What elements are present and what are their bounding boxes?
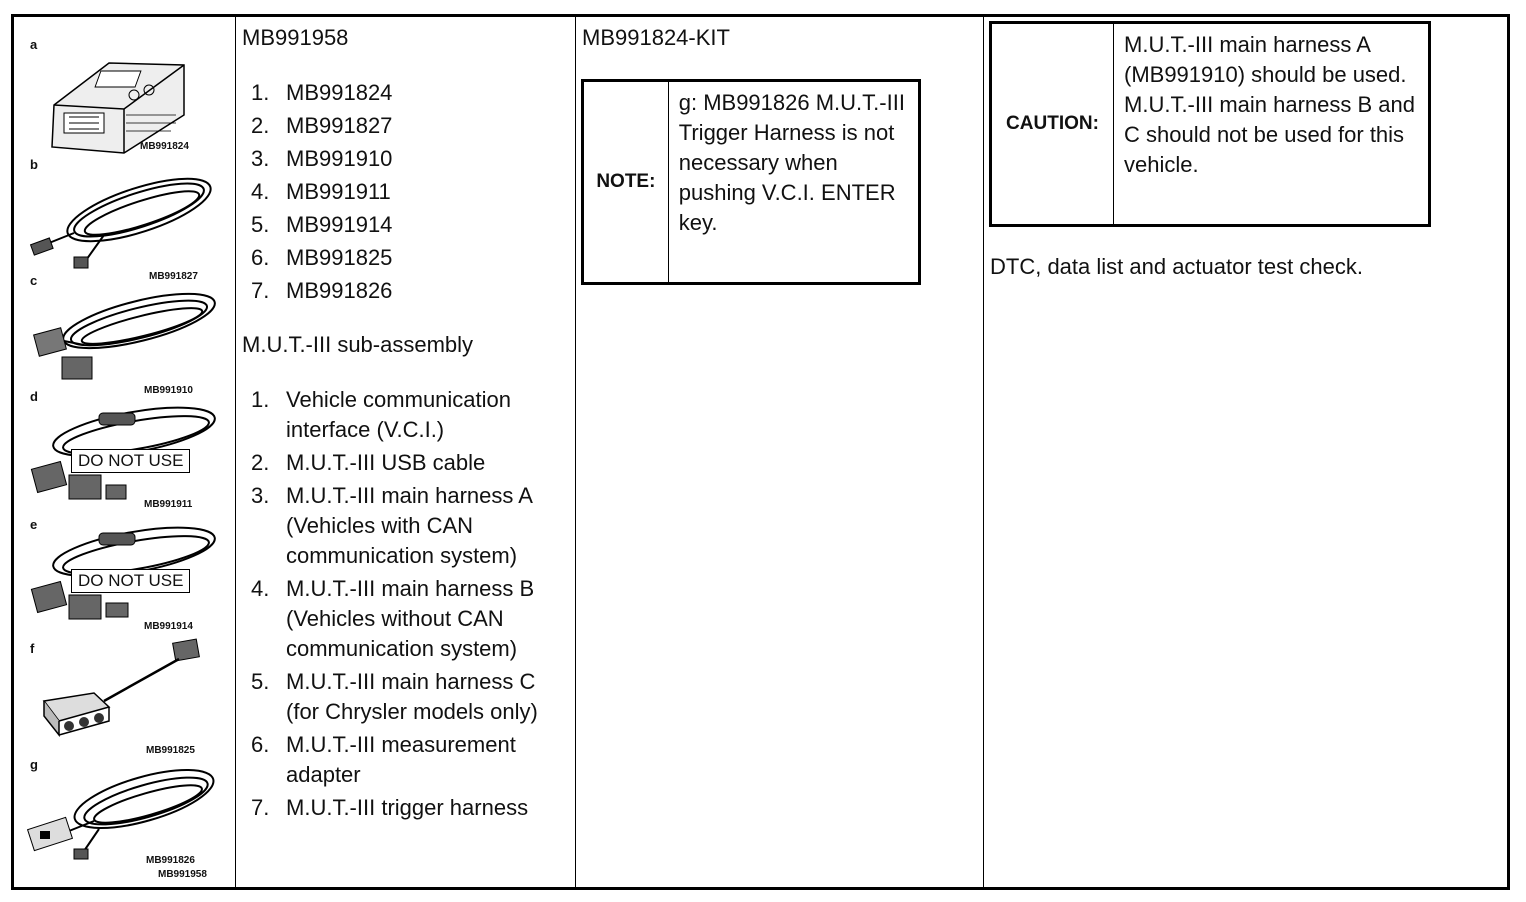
list-item: 3. M.U.T.-III main harness A (Vehicles with CAN communication system) [251,483,532,568]
tool-table [11,14,1510,890]
tool-e [14,507,234,631]
parts-list [236,78,392,306]
subassembly-list [236,385,575,823]
list-item: 7. M.U.T.-III trigger harness [251,795,529,820]
list-item: 6. M.U.T.-III measurement adapter [251,732,516,787]
kit-column [576,17,983,887]
tool-d [14,387,234,510]
list-item: 2. M.U.T.-III USB cable [251,450,486,475]
tool-part-number: MB991914 [144,621,193,632]
list-item: 6. MB991825 [251,245,393,270]
vci-unit-icon [14,35,234,155]
note-box [581,79,921,285]
list-item: 2. MB991827 [251,113,393,138]
tool-letter: c [30,273,38,288]
kit-part-number: MB991958 [158,869,207,880]
list-item: 5. M.U.T.-III main harness C (for Chrysler models only) [251,669,538,724]
tool-part-number: MB991910 [144,385,193,396]
tool-letter: d [30,389,38,404]
caution-box [989,21,1431,227]
tool-part-number: MB991824 [140,141,189,152]
caution-column [984,17,1510,887]
list-item: 4. MB991911 [251,179,391,204]
tool-f [14,631,234,756]
tool-letter: a [30,37,38,52]
measurement-adapter-icon [14,631,234,751]
list-item: 4. M.U.T.-III main harness B (Vehicles without CAN communication system) [251,576,535,661]
do-not-use-label: DO NOT USE [71,449,190,473]
check-description: DTC, data list and actuator test check. [990,254,1363,279]
tool-letter: f [30,641,35,656]
list-item: 1. Vehicle communication interface (V.C.I.) [251,387,512,442]
list-item: 1. MB991824 [251,80,393,105]
tool-c [14,271,234,396]
usb-cable-icon [14,155,234,271]
kit-title: MB991824-KIT [582,25,730,50]
tool-b [14,155,234,282]
tool-letter: e [30,517,38,532]
tool-letter: b [30,157,38,172]
list-item: 7. MB991826 [251,278,393,303]
tool-part-number: MB991826 [146,855,195,866]
caution-label: CAUTION: [992,24,1114,224]
tool-letter: g [30,757,38,772]
note-text: g: MB991826 M.U.T.-III Trigger Harness is not necessary when pushing V.C.I. ENTER key. [678,90,905,235]
tool-part-number: MB991825 [146,745,195,756]
list-item: 3. MB991910 [251,146,393,171]
main-harness-a-icon [14,271,234,387]
main-harness-b-icon [14,387,234,507]
tool-a [14,35,234,155]
list-item: 5. MB991914 [251,212,393,237]
parts-column [236,17,575,887]
tool-images-column [14,17,235,887]
kit-title: MB991958 [242,25,349,50]
tool-g [14,751,234,875]
trigger-harness-icon [14,751,234,875]
note-label: NOTE: [584,82,669,282]
caution-text: M.U.T.-III main harness A (MB991910) should be used. M.U.T.-III main harness B and C should not be used for this vehicle. [1124,32,1415,177]
tool-part-number: MB991911 [144,499,193,510]
do-not-use-label: DO NOT USE [71,569,190,593]
subassembly-title: M.U.T.-III sub-assembly [242,332,474,357]
tool-part-number: MB991827 [149,271,198,282]
